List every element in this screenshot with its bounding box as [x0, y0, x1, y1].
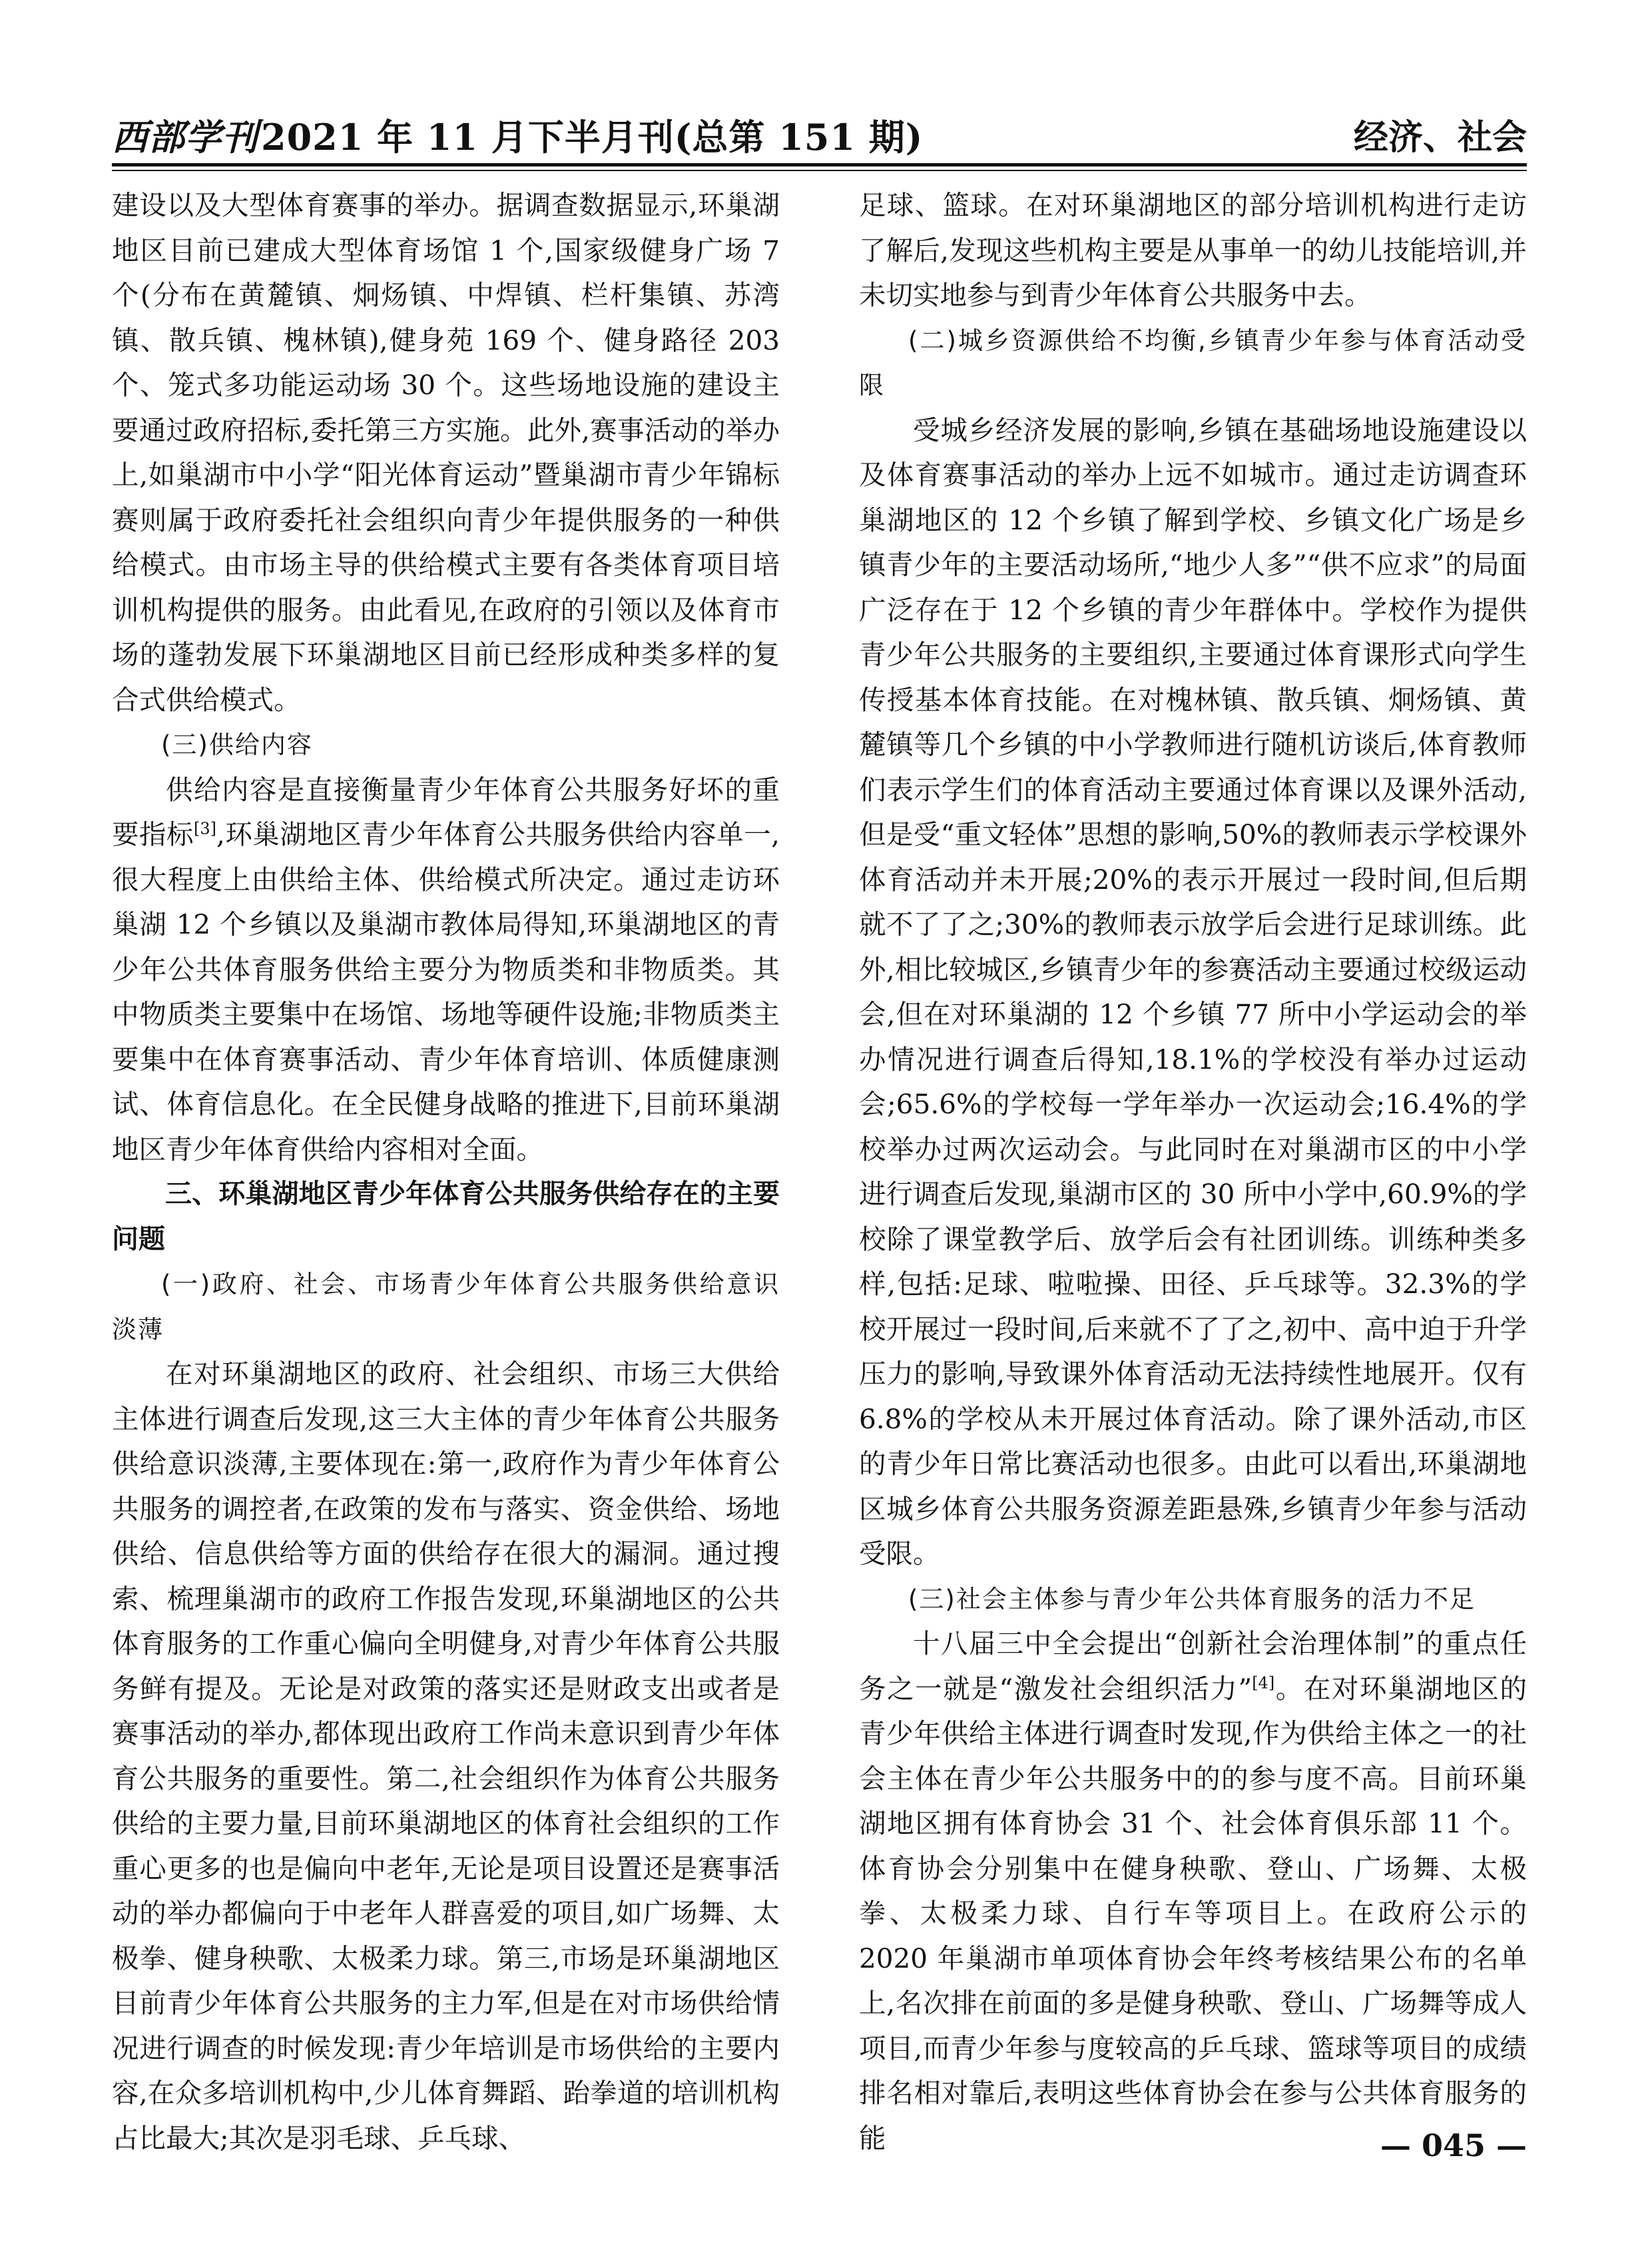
citation-ref: [4] — [1252, 1673, 1275, 1692]
issue-info: 2021 年 11 月下半月刊(总第 151 期) — [261, 116, 924, 158]
paragraph: 受城乡经济发展的影响,乡镇在基础场地设施建设以及体育赛事活动的举办上远不如城市。通过走访调查环巢湖地区的 12 个乡镇了解到学校、乡镇文化广场是乡镇青少年的主要活动场所,“地少人多”“供不应求”的局面广泛存在于 12 个乡镇的青少年群体中。学校作为提供青少年公共服务的主要组织,主要通过体育课形式向学生传授基本体育技能。在对槐林镇、散兵镇、炯炀镇、黄麓镇等几个乡镇的中小学教师进行随机访谈后,体育教师们表示学生们的体育活动主要通过体育课以及课外活动,但是受“重文轻体”思想的影响,50%的教师表示学校课外体育活动并未开展;20%的表示开展过一段时间,但后期就不了了之;30%的教师表示放学后会进行足球训练。此外,相比较城区,乡镇青少年的参赛活动主要通过校级运动会,但在对环巢湖的 12 个乡镇 77 所中小学运动会的举办情况进行调查后得知,18.1%的学校没有举办过运动会;65.6%的学校每一学年举办一次运动会;16.4%的学校举办过两次运动会。与此同时在对巢湖市区的中小学进行调查后发现,巢湖市区的 30 所中小学中,60.9%的学校除了课堂教学后、放学后会有社团训练。训练种类多样,包括:足球、啦啦操、田径、乒乓球等。32.3%的学校开展过一段时间,后来就不了了之,初中、高中迫于升学压力的影响,导致课外体育活动无法持续性地展开。仅有 6.8%的学校从未开展过体育活动。除了课外活动,市区的青少年日常比赛活动也很多。由此可以看出,环巢湖地区城乡体育公共服务资源差距悬殊,乡镇青少年参与活动受限。 — [859, 414, 1527, 1569]
citation-ref: [3] — [193, 819, 216, 838]
paragraph-text: ,环巢湖地区青少年体育公共服务供给内容单一,很大程度上由供给主体、供给模式所决定。通过走访环巢湖 12 个乡镇以及巢湖市教体局得知,环巢湖地区的青少年公共体育服务供给主要分为物质类和非物质类。其中物质类主要集中在场馆、场地等硬件设施;非物质类主要集中在体育赛事活动、青少年体育培训、体质健康测试、体育信息化。在全民健身战略的推进下,目前环巢湖地区青少年体育供给内容相对全面。 — [112, 818, 780, 1165]
paragraph — [859, 1621, 1527, 2161]
journal-title — [112, 109, 923, 160]
paragraph-text: 十八届三中全会提出“创新社会治理体制”的重点任务之一就是“激发社会组织活力” — [859, 1627, 1527, 1705]
header-rule — [112, 163, 1527, 166]
subsection-heading: (二)城乡资源供给不均衡,乡镇青少年参与体育活动受限 — [859, 326, 1527, 400]
paragraph-text: 。在对环巢湖地区的青少年供给主体进行调查时发现,作为供给主体之一的社会主体在青少年公共服务中的的参与度不高。目前环巢湖地区拥有体育协会 31 个、社会体育俱乐部 11 个。体育协会分别集中在健身秧歌、登山、广场舞、太极拳、太极柔力球、自行车等项目上。在政府公示的 2020 年巢湖市单项体育协会年终考核结果公布的名单上,名次排在前面的多是健身秧歌、登山、广场舞等成人项目,而青少年参与度较高的乒乓球、篮球等项目的成绩排名相对靠后,表明这些体育协会在参与公共体育服务的能 — [859, 1672, 1527, 2154]
subsection-heading: (三)供给内容 — [161, 730, 313, 759]
running-header — [112, 107, 1527, 160]
paragraph: 建设以及大型体育赛事的举办。据调查数据显示,环巢湖地区目前已建成大型体育场馆 1 个,国家级健身广场 7 个(分布在黄麓镇、炯炀镇、中焊镇、栏杆集镇、苏湾镇、散兵镇、槐林镇),健身苑 169 个、健身路径 203 个、笼式多功能运动场 30 个。这些场地设施的建设主要通过政府招标,委托第三方实施。此外,赛事活动的举办上,如巢湖市中小学“阳光体育运动”暨巢湖市青少年锦标赛则属于政府委托社会组织向青少年提供服务的一种供给模式。由市场主导的供给模式主要有各类体育项目培训机构提供的服务。由此看见,在政府的引领以及体育市场的蓬勃发展下环巢湖地区目前已经形成种类多样的复合式供给模式。 — [112, 189, 780, 716]
paragraph-text: 供给内容是直接衡量青少年体育公共服务好坏的重要指标 — [112, 773, 780, 850]
journal-logo: 西部学刊 — [112, 116, 258, 158]
page-number: — 045 — — [1380, 2127, 1527, 2163]
subsection-heading: (一)政府、社会、市场青少年体育公共服务供给意识淡薄 — [112, 1270, 780, 1344]
paragraph — [112, 768, 780, 1173]
section-heading: 三、环巢湖地区青少年体育公共服务供给存在的主要问题 — [112, 1179, 780, 1255]
paragraph: 在对环巢湖地区的政府、社会组织、市场三大供给主体进行调查后发现,这三大主体的青少年体育公共服务供给意识淡薄,主要体现在:第一,政府作为青少年体育公共服务的调控者,在政策的发布与落实、资金供给、场地供给、信息供给等方面的供给存在很大的漏洞。通过搜索、梳理巢湖市的政府工作报告发现,环巢湖地区的公共体育服务的工作重心偏向全明健身,对青少年体育公共服务鲜有提及。无论是对政策的落实还是财政支出或者是赛事活动的举办,都体现出政府工作尚未意识到青少年体育公共服务的重要性。第二,社会组织作为体育公共服务供给的主要力量,目前环巢湖地区的体育社会组织的工作重心更多的也是偏向中老年,无论是项目设置还是赛事活动的举办都偏向于中老年人群喜爱的项目,如广场舞、太极拳、健身秧歌、太极柔力球。第三,市场是环巢湖地区目前青少年体育公共服务的主力军,但是在对市场供给情况进行调查的时候发现:青少年培训是市场供给的主要内容,在众多培训机构中,少儿体育舞蹈、跆拳道的培训机构占比最大;其次是羽毛球、乒乓球、 — [112, 1358, 780, 2154]
section-name: 经济、社会 — [1353, 118, 1527, 158]
left-column — [112, 183, 780, 2161]
paragraph: 足球、篮球。在对环巢湖地区的部分培训机构进行走访了解后,发现这些机构主要是从事单一的幼儿技能培训,并未切实地参与到青少年体育公共服务中去。 — [859, 189, 1527, 311]
subsection-heading: (三)社会主体参与青少年公共体育服务的活力不足 — [908, 1584, 1476, 1613]
right-column — [859, 183, 1527, 2161]
header-rule-thin — [112, 170, 1527, 171]
